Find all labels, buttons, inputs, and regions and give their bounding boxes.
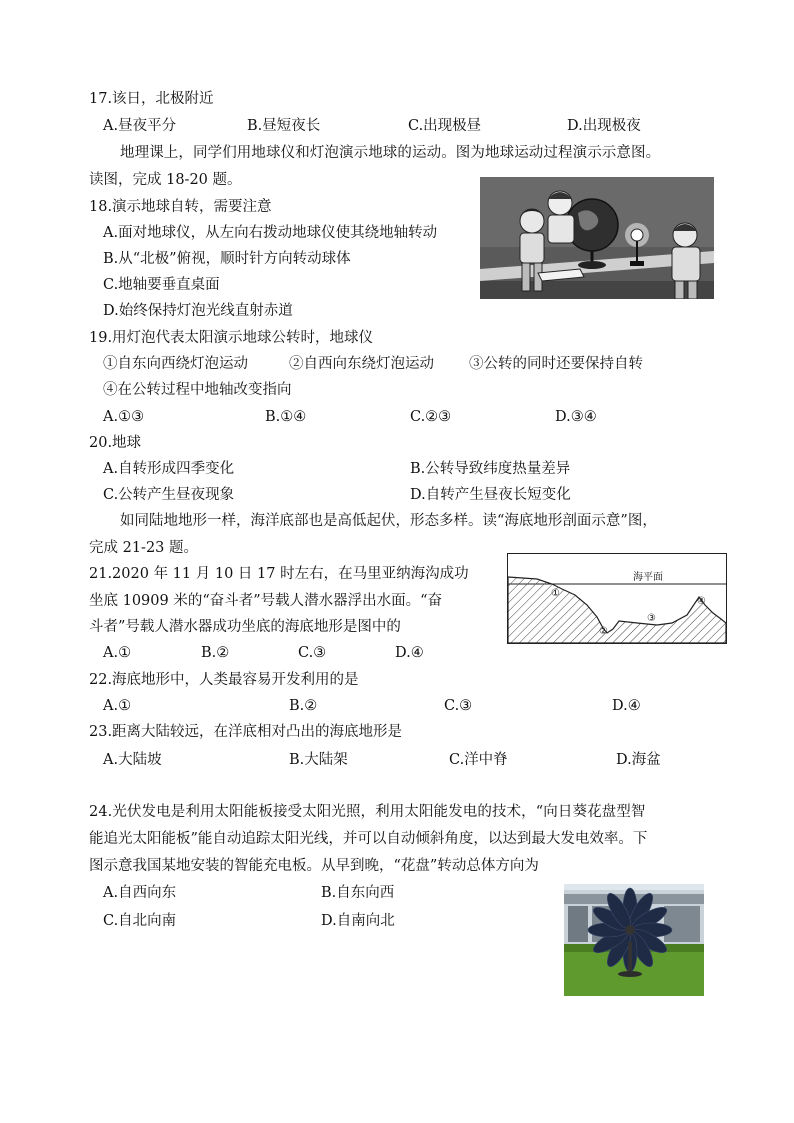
q22-option-d: D.④ bbox=[612, 698, 641, 714]
solar-sunflower-photo bbox=[564, 884, 704, 996]
q17-stem: 17.该日，北极附近 bbox=[89, 91, 214, 107]
q21-line2: 坐底 10909 米的“奋斗者”号载人潜水器浮出水面。“奋 bbox=[89, 593, 443, 609]
q24-option-c: C.自北向南 bbox=[103, 913, 177, 929]
marker-1: ① bbox=[551, 588, 560, 599]
globe-demo-illustration bbox=[480, 177, 714, 299]
q21-option-d: D.④ bbox=[395, 645, 424, 661]
q17-option-c: C.出现极昼 bbox=[408, 118, 482, 134]
marker-2: ② bbox=[599, 626, 608, 637]
q17-option-d: D.出现极夜 bbox=[567, 118, 641, 134]
q21-option-b: B.② bbox=[201, 645, 230, 661]
q21-line3: 斗者”号载人潜水器成功坐底的海底地形是图中的 bbox=[89, 619, 401, 635]
sea-level-label: 海平面 bbox=[633, 572, 663, 583]
marker-3: ③ bbox=[647, 613, 656, 624]
q20-option-d: D.自转产生昼夜长短变化 bbox=[410, 487, 571, 503]
q24-option-a: A.自西向东 bbox=[103, 885, 177, 901]
q21-line1: 21.2020 年 11 月 10 日 17 时左右，在马里亚纳海沟成功 bbox=[89, 566, 469, 582]
q24-line3: 图示意我国某地安装的智能充电板。从早到晚，“花盘”转动总体方向为 bbox=[89, 858, 539, 874]
q24-option-d: D.自南向北 bbox=[321, 913, 395, 929]
intro1-line2: 读图，完成 18-20 题。 bbox=[89, 172, 242, 188]
q19-option-a: A.①③ bbox=[103, 409, 145, 425]
q22-option-a: A.① bbox=[103, 698, 132, 714]
intro1-line1: 地理课上，同学们用地球仪和灯泡演示地球的运动。图为地球运动过程演示示意图。 bbox=[120, 145, 661, 161]
q17-option-b: B.昼短夜长 bbox=[247, 118, 321, 134]
q21-option-a: A.① bbox=[103, 645, 132, 661]
marker-4: ④ bbox=[697, 596, 706, 607]
q18-stem: 18.演示地球自转，需要注意 bbox=[89, 199, 272, 215]
q21-option-c: C.③ bbox=[298, 645, 327, 661]
q24-line2: 能追光太阳能板”能自动追踪太阳光线，并可以自动倾斜角度，以达到最大发电效率。下 bbox=[89, 831, 648, 847]
intro2-line1: 如同陆地地形一样，海洋底部也是高低起伏，形态多样。读“海底地形剖面示意”图， bbox=[120, 513, 657, 529]
intro2-line2: 完成 21-23 题。 bbox=[89, 540, 199, 556]
q18-option-c: C.地轴要垂直桌面 bbox=[103, 277, 220, 293]
q17-option-a: A.昼夜平分 bbox=[103, 118, 177, 134]
q19-stem: 19.用灯泡代表太阳演示地球公转时，地球仪 bbox=[89, 330, 374, 346]
q19-option-c: C.②③ bbox=[410, 409, 452, 425]
q23-option-d: D.海盆 bbox=[616, 752, 661, 768]
q24-option-b: B.自东向西 bbox=[321, 885, 395, 901]
q23-option-b: B.大陆架 bbox=[289, 752, 348, 768]
q23-option-a: A.大陆坡 bbox=[103, 752, 162, 768]
q23-stem: 23.距离大陆较远，在洋底相对凸出的海底地形是 bbox=[89, 724, 403, 740]
q18-option-a: A.面对地球仪，从左向右拨动地球仪使其绕地轴转动 bbox=[103, 225, 438, 241]
q19-statement-2: ②自西向东绕灯泡运动 bbox=[289, 356, 434, 372]
q19-statement-3: ③公转的同时还要保持自转 bbox=[469, 356, 643, 372]
q18-option-d: D.始终保持灯泡光线直射赤道 bbox=[103, 303, 293, 319]
q19-statement-4: ④在公转过程中地轴改变指向 bbox=[103, 382, 292, 398]
q20-stem: 20.地球 bbox=[89, 435, 142, 451]
q19-statement-1: ①自东向西绕灯泡运动 bbox=[103, 356, 248, 372]
q20-option-a: A.自转形成四季变化 bbox=[103, 461, 235, 477]
q19-option-d: D.③④ bbox=[555, 409, 597, 425]
q23-option-c: C.洋中脊 bbox=[449, 752, 508, 768]
q22-option-c: C.③ bbox=[444, 698, 473, 714]
seafloor-profile-diagram bbox=[507, 553, 727, 644]
q24-line1: 24.光伏发电是利用太阳能板接受太阳光照，利用太阳能发电的技术，“向日葵花盘型智 bbox=[89, 804, 646, 820]
q22-option-b: B.② bbox=[289, 698, 318, 714]
q20-option-c: C.公转产生昼夜现象 bbox=[103, 487, 235, 503]
q19-option-b: B.①④ bbox=[265, 409, 307, 425]
q22-stem: 22.海底地形中，人类最容易开发利用的是 bbox=[89, 672, 359, 688]
q20-option-b: B.公转导致纬度热量差异 bbox=[410, 461, 571, 477]
q18-option-b: B.从“北极”俯视，顺时针方向转动球体 bbox=[103, 251, 351, 267]
